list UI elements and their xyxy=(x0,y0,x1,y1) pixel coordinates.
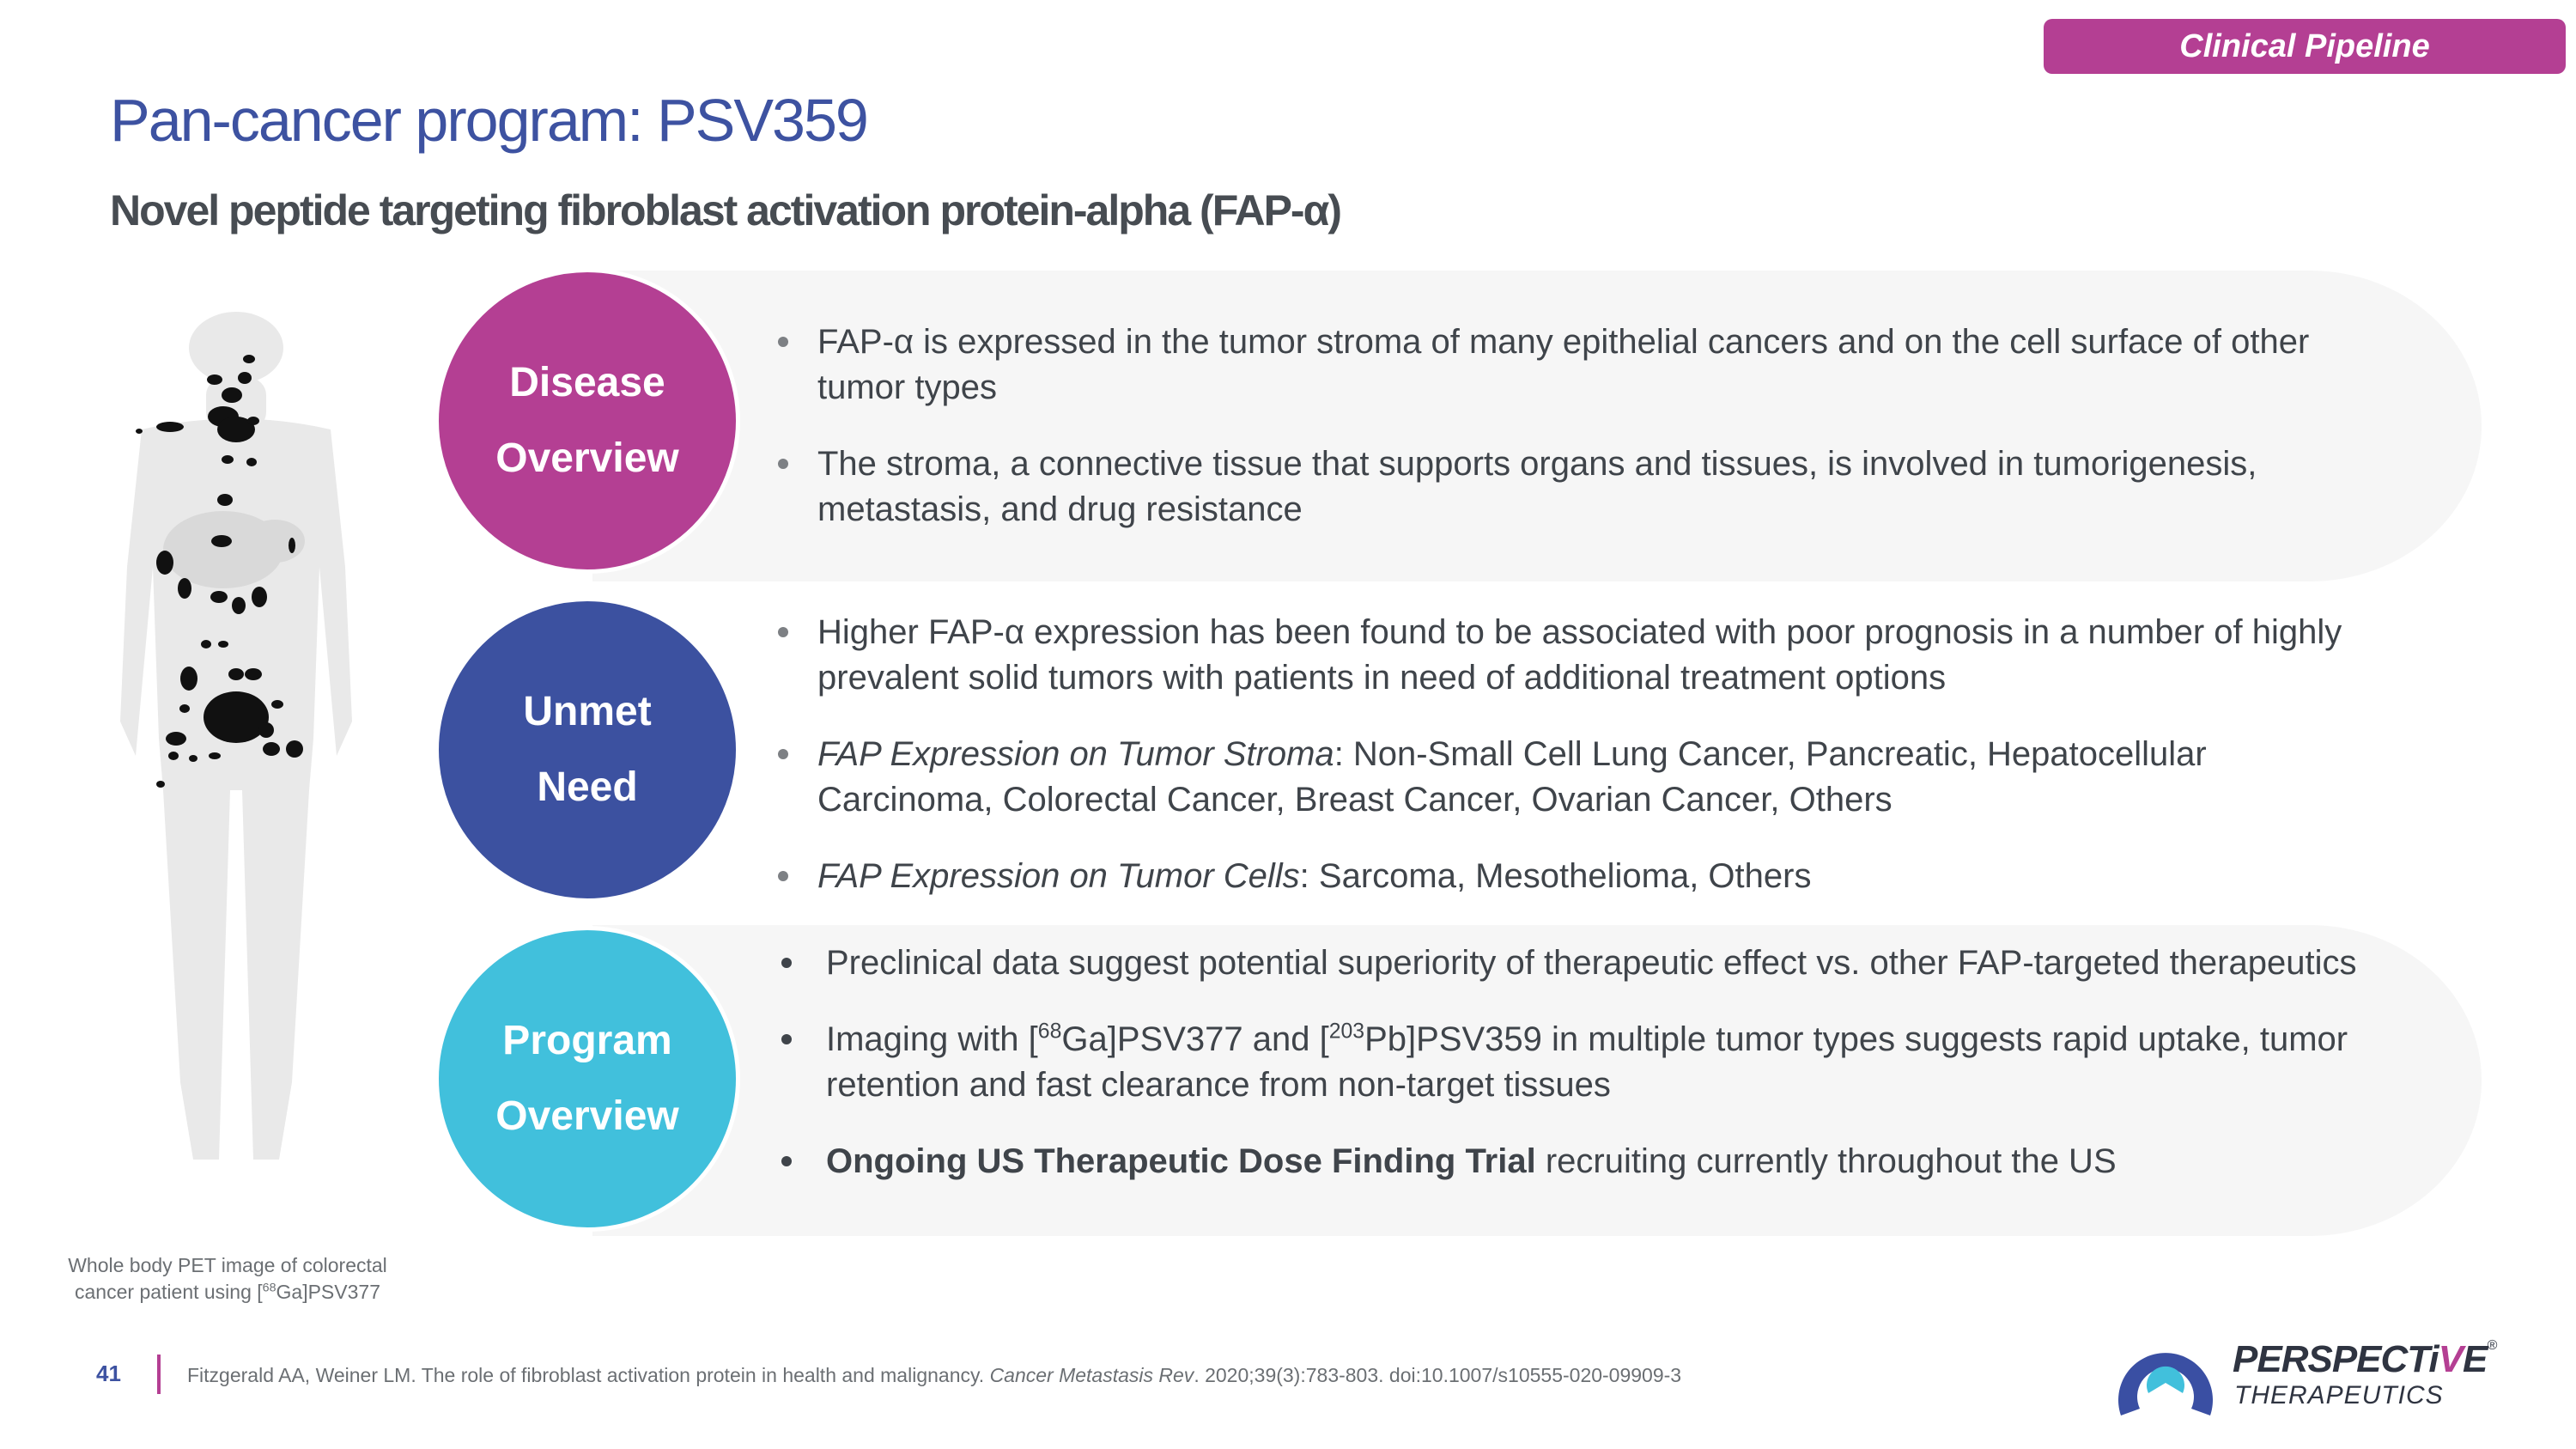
caption-line-2: cancer patient using [$^{68}$Ga]PSV377 xyxy=(75,1281,380,1303)
page-number: 41 xyxy=(96,1361,121,1386)
bullet-item: Higher FAP-α expression has been found to be associated with poor prognosis in a number of highly prevalent solid tumors with patients in need of additional treatment options xyxy=(773,610,2387,701)
pet-scan-image xyxy=(94,309,378,1177)
logo-arch-icon xyxy=(2114,1323,2217,1417)
bullet-item: The stroma, a connective tissue that supports organs and tissues, is involved in tumorigenesis, metastasis, and drug resistance xyxy=(773,441,2387,533)
unmet-need-circle: Unmet Need xyxy=(434,597,740,903)
logo-subtitle: THERAPEUTICS xyxy=(2234,1381,2444,1409)
image-caption xyxy=(26,1252,429,1306)
bullet-item: Ongoing US Therapeutic Dose Finding Trial recruiting currently throughout the US xyxy=(773,1139,2387,1184)
caption-line-1: Whole body PET image of colorectal xyxy=(68,1254,387,1276)
bullet-item: FAP Expression on Tumor Stroma: Non-Small Cell Lung Cancer, Pancreatic, Hepatocellular Carcinoma, Colorectal Cancer, Breast Cancer, Ovarian Cancer, Others xyxy=(773,732,2387,823)
unmet-need-bullets xyxy=(773,610,2387,899)
bullet-item: Preclinical data suggest potential superiority of therapeutic effect vs. other FAP-targeted therapeutics xyxy=(773,941,2387,986)
company-logo xyxy=(2114,1323,2569,1426)
bullet-item: FAP Expression on Tumor Cells: Sarcoma, Mesothelioma, Others xyxy=(773,854,2387,899)
footer-reference: Fitzgerald AA, Weiner LM. The role of fibroblast activation protein in health and malignancy. Cancer Metastasis Rev. 2020;39(3):783-803. doi:10.1007/s10555-020-09909-3 xyxy=(187,1364,1682,1386)
program-overview-bullets xyxy=(773,941,2387,1184)
page-subtitle: Novel peptide targeting fibroblast activation protein-alpha (FAP-α) xyxy=(110,186,1340,234)
page-title: Pan-cancer program: PSV359 xyxy=(110,87,867,154)
disease-overview-bullets xyxy=(773,320,2387,533)
footer-divider xyxy=(157,1355,161,1394)
bullet-item: Imaging with [$^{68}$Ga]PSV377 and [$^{203}$Pb]PSV359 in multiple tumor types suggests rapid uptake, tumor retention and fast clearance from non-target tissues xyxy=(773,1017,2387,1108)
disease-overview-circle: Disease Overview xyxy=(434,268,740,574)
section-badge: Clinical Pipeline xyxy=(2044,19,2566,74)
logo-wordmark: PERSPECTiVE® xyxy=(2233,1338,2497,1380)
program-overview-circle: Program Overview xyxy=(434,926,740,1232)
bullet-item: FAP-α is expressed in the tumor stroma of many epithelial cancers and on the cell surface of other tumor types xyxy=(773,320,2387,411)
